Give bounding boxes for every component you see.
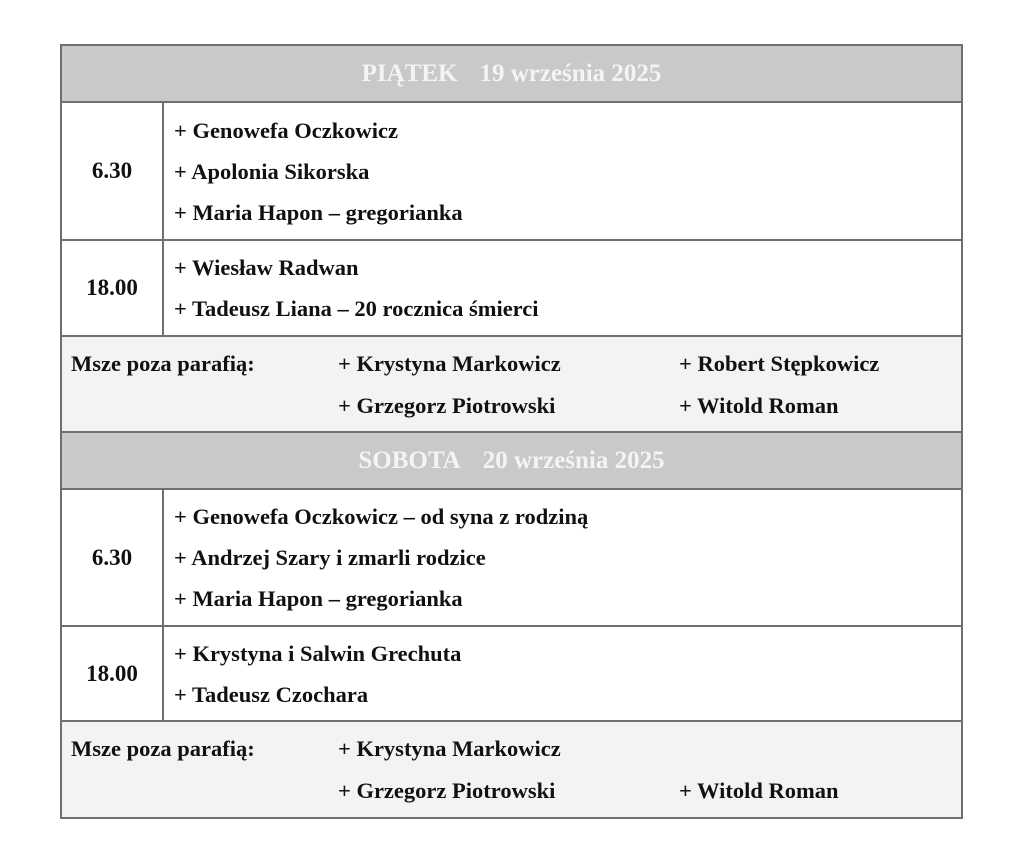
intention: + Maria Hapon – gregorianka [174,199,463,225]
outside-intention: + Grzegorz Piotrowski [338,393,556,418]
mass-row [62,241,961,337]
intention: + Genowefa Oczkowicz – od syna z rodziną [174,504,589,529]
mass-intentions [164,103,961,239]
intention: + Tadeusz Liana – 20 rocznica śmierci [174,296,539,321]
mass-time: 6.30 [62,490,164,625]
outside-intention: + Witold Roman [679,778,839,803]
intention: + Genowefa Oczkowicz [174,117,399,143]
intention: + Tadeusz Czochara [174,681,369,707]
mass-intentions [164,627,961,720]
mass-intentions [164,490,961,625]
outside-masses [62,722,961,817]
mass-intentions [164,241,961,335]
outside-intention: + Grzegorz Piotrowski [338,778,556,803]
mass-row [62,103,961,241]
intention: + Wiesław Radwan [174,255,359,280]
day-name: PIĄTEK [361,59,458,87]
intention: + Krystyna i Salwin Grechuta [174,640,462,666]
day-header-saturday [62,433,961,490]
day-date: 20 września 2025 [482,446,665,474]
mass-time: 18.00 [62,241,164,335]
outside-label: Msze poza parafią: [71,351,255,376]
outside-intention: + Krystyna Markowicz [338,351,561,376]
mass-row [62,490,961,627]
outside-intention: + Witold Roman [679,393,839,418]
mass-row [62,627,961,722]
outside-intention: + Krystyna Markowicz [338,736,561,761]
mass-schedule-table [60,44,963,819]
day-name: SOBOTA [358,446,461,474]
outside-masses [62,337,961,433]
outside-intention: + Robert Stępkowicz [679,351,880,376]
mass-time: 18.00 [62,627,164,720]
day-date: 19 września 2025 [479,59,662,87]
day-header-friday [62,46,961,103]
intention: + Andrzej Szary i zmarli rodzice [174,545,486,570]
intention: + Maria Hapon – gregorianka [174,586,463,611]
outside-label: Msze poza parafią: [71,736,255,761]
mass-time: 6.30 [62,103,164,239]
intention: + Apolonia Sikorska [174,158,370,184]
